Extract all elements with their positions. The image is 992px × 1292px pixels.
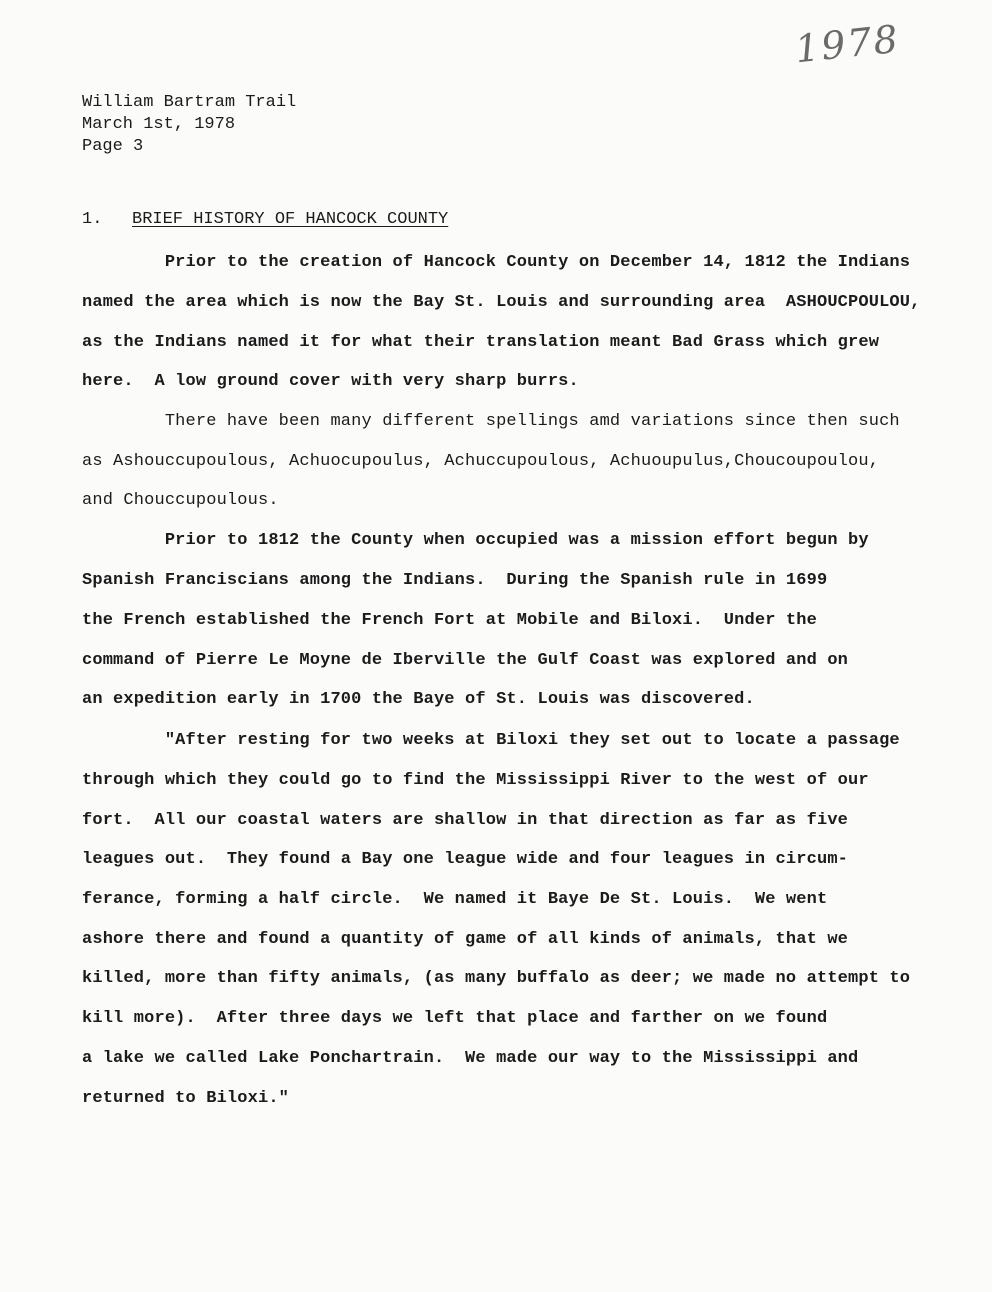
body-line: There have been many different spellings amd variations since then such bbox=[82, 412, 900, 431]
header-page-number: Page 3 bbox=[82, 137, 144, 156]
header-date: March 1st, 1978 bbox=[82, 115, 236, 134]
body-line: Spanish Franciscians among the Indians. During the Spanish rule in 1699 bbox=[82, 571, 828, 590]
body-line: as the Indians named it for what their translation meant Bad Grass which grew bbox=[82, 333, 880, 352]
header-title: William Bartram Trail bbox=[82, 93, 297, 112]
body-line: Prior to the creation of Hancock County on December 14, 1812 the Indians bbox=[82, 253, 911, 272]
section-title: BRIEF HISTORY OF HANCOCK COUNTY bbox=[132, 210, 449, 229]
body-line: named the area which is now the Bay St. Louis and surrounding area ASHOUCPOULOU, bbox=[82, 293, 921, 312]
body-line: and Chouccupoulous. bbox=[82, 491, 279, 510]
body-line: the French established the French Fort at Mobile and Biloxi. Under the bbox=[82, 611, 817, 630]
body-line: as Ashouccupoulous, Achuocupoulus, Achuccupoulous, Achuoupulus,Choucoupoulou, bbox=[82, 452, 880, 471]
body-line: fort. All our coastal waters are shallow in that direction as far as five bbox=[82, 811, 849, 830]
page-header bbox=[82, 92, 296, 158]
section-heading bbox=[82, 210, 448, 229]
body-line: kill more). After three days we left that place and farther on we found bbox=[82, 1009, 828, 1028]
body-line: here. A low ground cover with very sharp burrs. bbox=[82, 372, 579, 391]
body-line: ashore there and found a quantity of game of all kinds of animals, that we bbox=[82, 930, 849, 949]
body-line: killed, more than fifty animals, (as many buffalo as deer; we made no attempt to bbox=[82, 969, 911, 988]
body-line: a lake we called Lake Ponchartrain. We made our way to the Mississippi and bbox=[82, 1049, 859, 1068]
body-line: command of Pierre Le Moyne de Iberville the Gulf Coast was explored and on bbox=[82, 651, 849, 670]
section-number: 1. bbox=[82, 210, 103, 229]
body-line: Prior to 1812 the County when occupied was a mission effort begun by bbox=[82, 531, 869, 550]
body-line: an expedition early in 1700 the Baye of St. Louis was discovered. bbox=[82, 690, 755, 709]
body-line: leagues out. They found a Bay one league wide and four leagues in circum- bbox=[82, 850, 849, 869]
body-line: ferance, forming a half circle. We named it Baye De St. Louis. We went bbox=[82, 890, 828, 909]
body-line: through which they could go to find the Mississippi River to the west of our bbox=[82, 771, 869, 790]
body-line: "After resting for two weeks at Biloxi they set out to locate a passage bbox=[82, 731, 900, 750]
body-line: returned to Biloxi." bbox=[82, 1089, 290, 1108]
handwritten-year-annotation: 1978 bbox=[792, 16, 902, 72]
